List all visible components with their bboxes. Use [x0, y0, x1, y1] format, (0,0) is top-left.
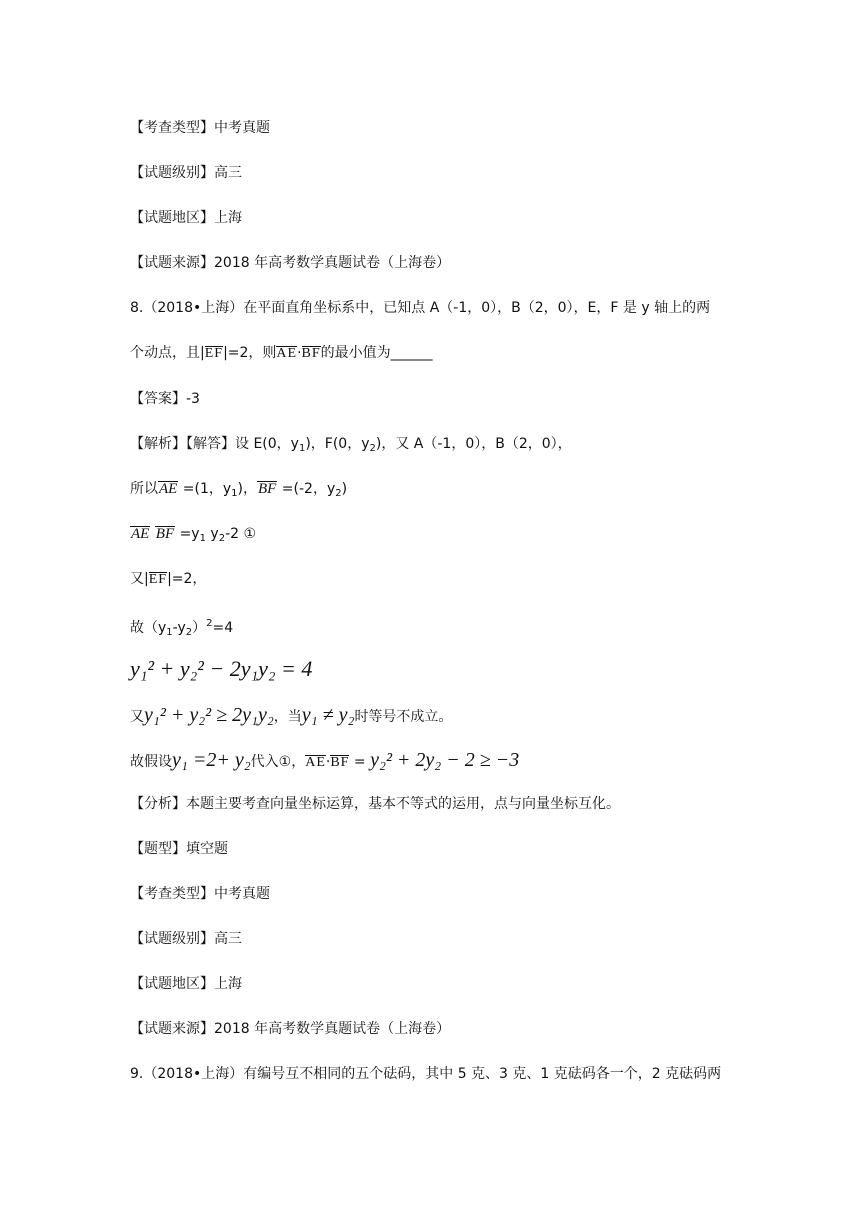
vector-ae: AE: [131, 526, 150, 542]
q8-stem-line2: 个动点，且|EF|=2，则AE·BF的最小值为______: [130, 345, 433, 361]
equation-square: y₁² + y₂² − 2y₁y₂ = 4: [130, 656, 313, 681]
q9-stem-line1: 9.（2018•上海）有编号互不相同的五个砝码，其中 5 克、3 克、1 克砝码各一个，2 克砝码两: [130, 1066, 722, 1082]
vector-bf: BF: [155, 526, 175, 542]
vector-ae: AE: [305, 755, 326, 770]
level-2: 【试题级别】高三: [130, 931, 242, 947]
result-inequality: y₂² + 2y₂ − 2 ≥ −3: [370, 749, 520, 771]
q8-solution-line6: [130, 656, 312, 685]
vector-ef: EF: [148, 572, 168, 587]
q8-solution-line2: 所以AE =(1，$y_1$)，BF =(-2，$y_2$): [130, 481, 348, 499]
q8-solution-line7: 又y₁² + y₂² ≥ 2y₁y₂，当y₁ ≠ y₂时等号不成立。: [130, 704, 453, 726]
substitution: y₁ =2+ y₂: [172, 749, 251, 771]
q8-answer: 【答案】-3: [130, 391, 200, 407]
q8-solution-line3: AE BF $=y_1$ $y_2-2$ ①: [131, 526, 257, 544]
vector-bf: BF: [301, 346, 321, 361]
region-1: 【试题地区】上海: [130, 210, 242, 226]
vector-ef: EF: [204, 346, 224, 361]
q8-question-type: 【题型】填空题: [130, 841, 228, 857]
level-1: 【试题级别】高三: [130, 165, 242, 181]
exam-type-1: 【考查类型】中考真题: [130, 120, 270, 136]
q8-solution-line1: 【解析】【解答】设 E(0，$y_1$)，F(0，$y_2$)，又 A（-1，0），B（2，0），: [130, 436, 572, 454]
q8-stem-line1: 8.（2018•上海）在平面直角坐标系中，已知点 A（-1，0），B（2，0），E，F 是 y 轴上的两: [130, 300, 711, 316]
inequality: y₁² + y₂² ≥ 2y₁y₂: [144, 704, 274, 726]
exam-type-2: 【考查类型】中考真题: [130, 886, 270, 902]
vector-ae: AE: [276, 346, 298, 361]
not-equal: y₁ ≠ y₂: [301, 704, 355, 726]
q8-analysis: 【分析】本题主要考查向量坐标运算，基本不等式的运用，点与向量坐标互化。: [130, 796, 620, 812]
source-2: 【试题来源】2018 年高考数学真题试卷（上海卷）: [130, 1021, 451, 1037]
vector-ae: AE: [159, 481, 178, 497]
region-2: 【试题地区】上海: [130, 976, 242, 992]
q8-solution-line5: 故$(y_1-y_2)^2=4$: [130, 618, 234, 638]
q8-solution-line4: 又|EF|=2，: [130, 571, 207, 587]
vector-bf: BF: [330, 755, 350, 770]
source-1: 【试题来源】2018 年高考数学真题试卷（上海卷）: [130, 255, 451, 271]
vector-bf: BF: [258, 481, 277, 497]
q8-solution-line8: 故假设y₁ =2+ y₂代入①，AE·BF = y₂² + 2y₂ − 2 ≥ −3: [130, 749, 520, 771]
